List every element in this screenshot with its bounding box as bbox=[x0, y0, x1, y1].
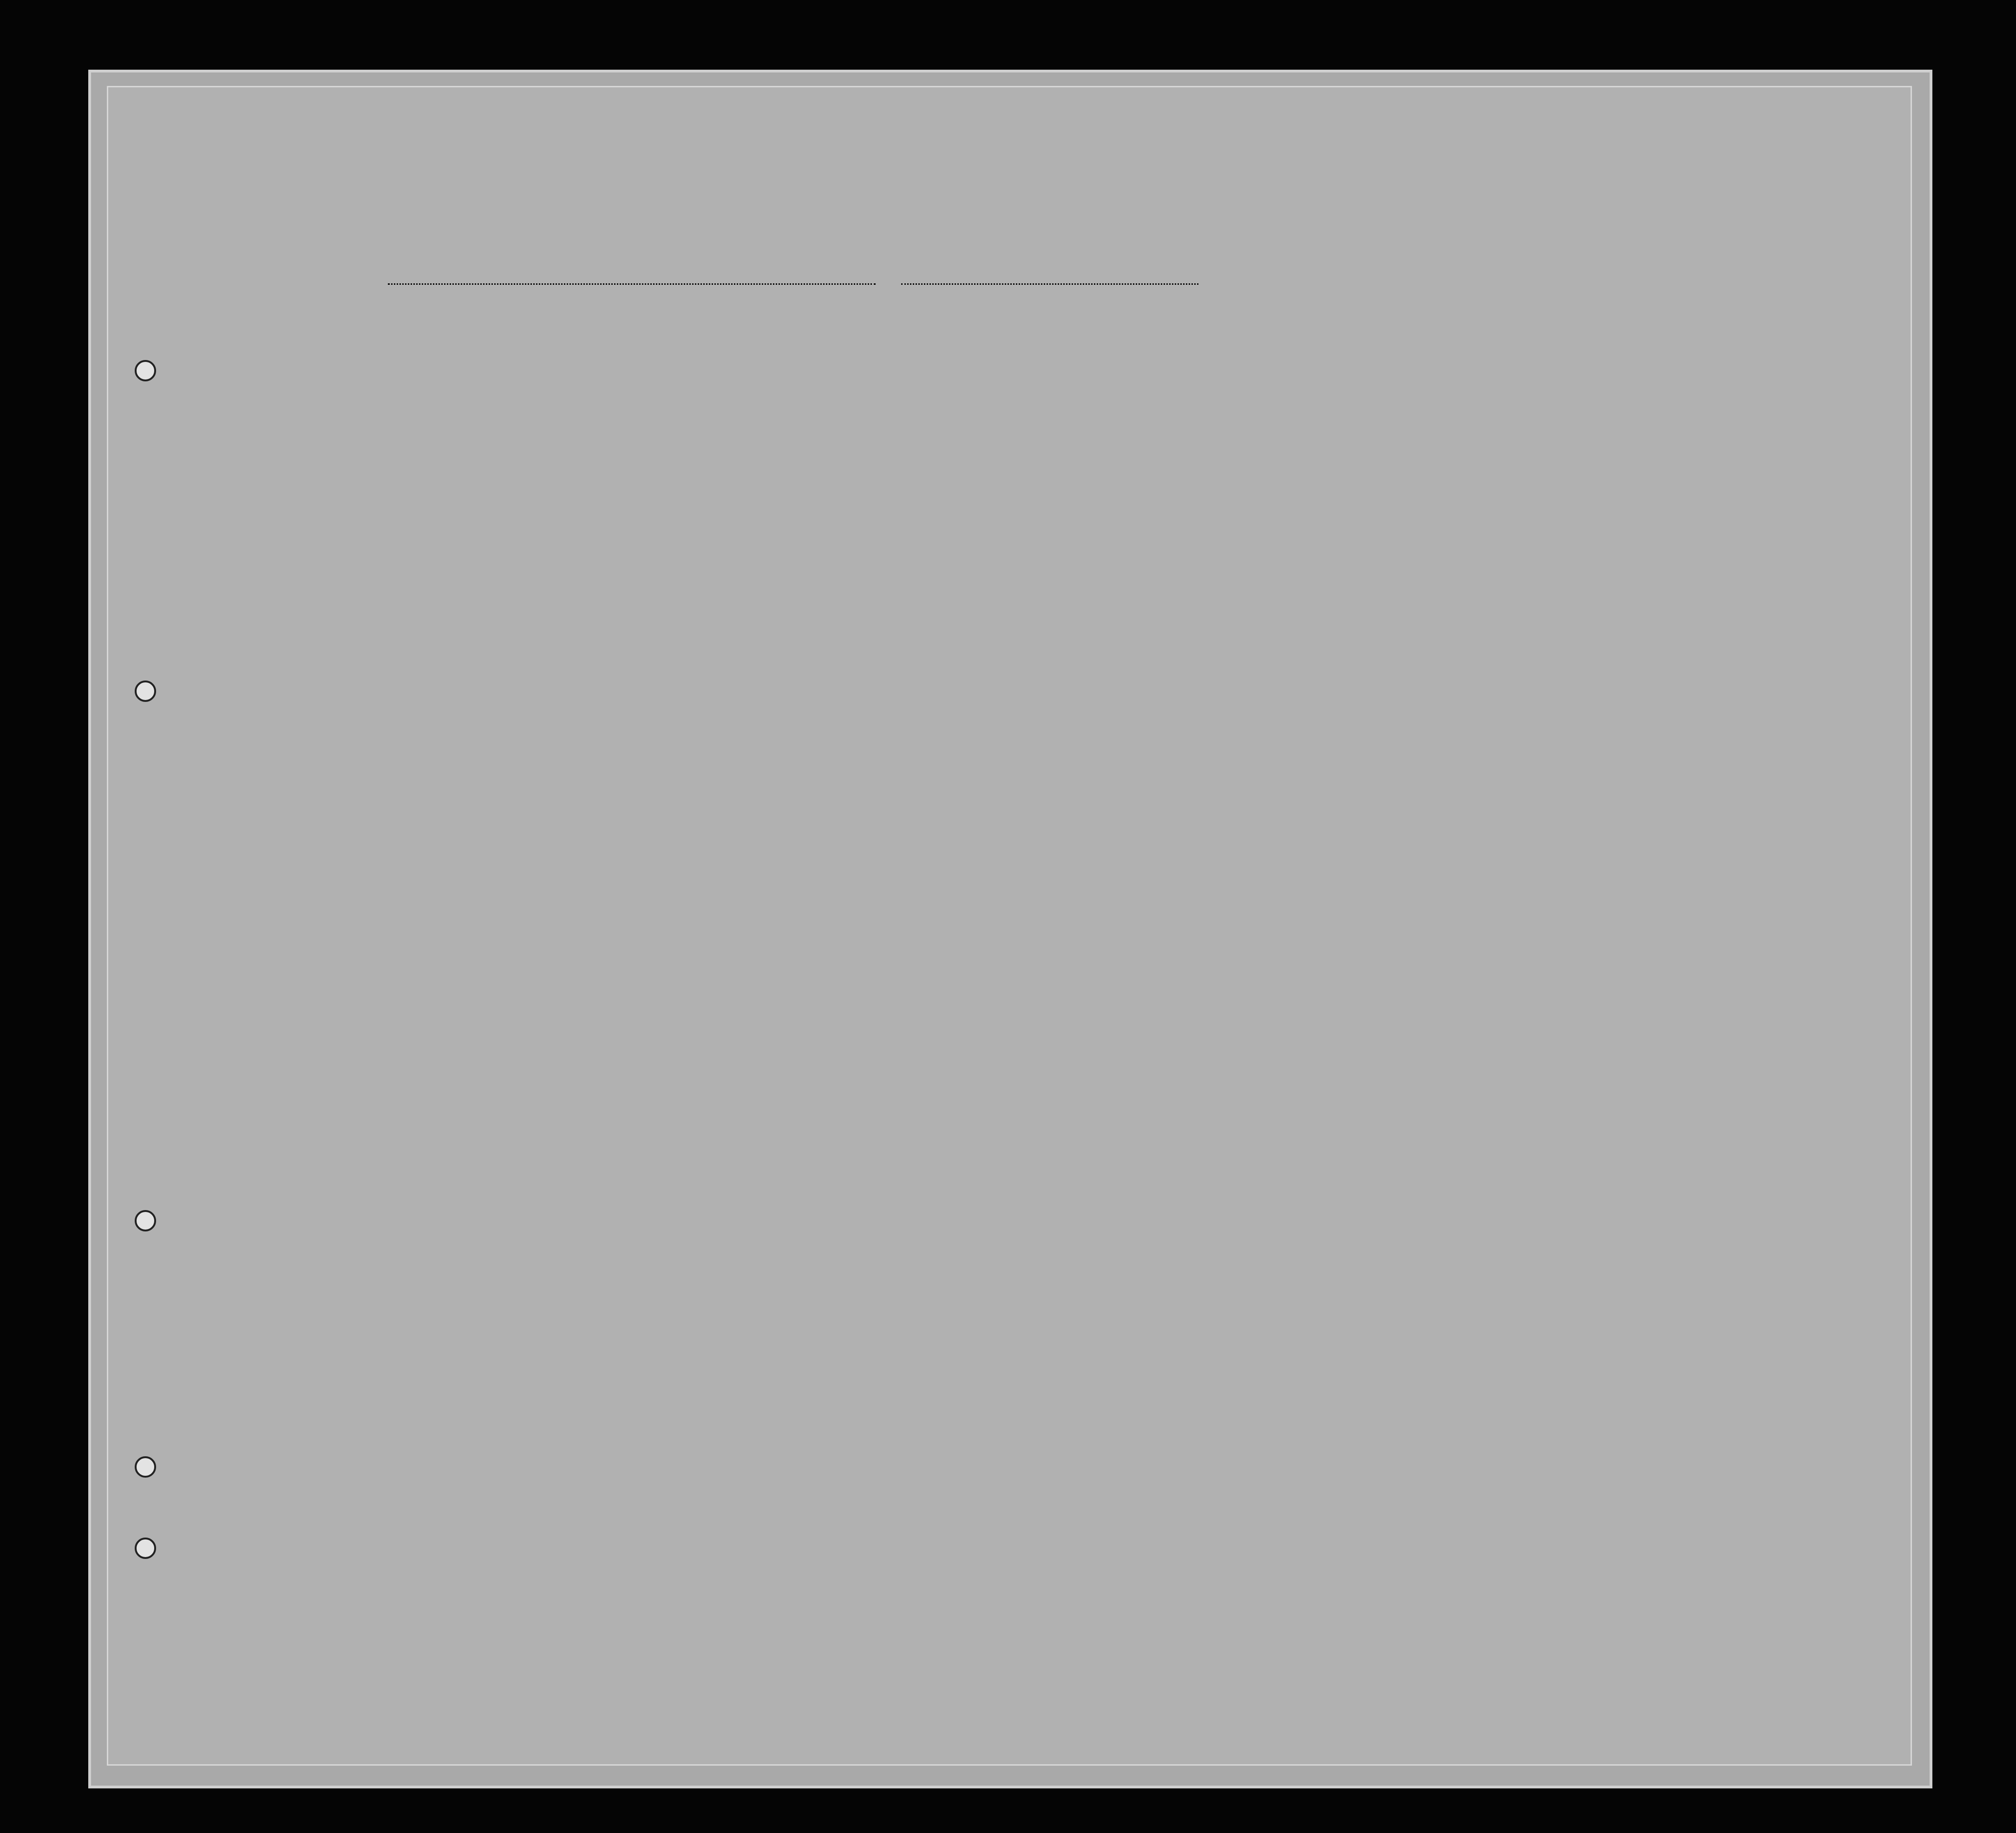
binder-hole bbox=[135, 1210, 156, 1231]
manifest-table bbox=[177, 304, 1895, 1617]
binder-hole bbox=[135, 360, 156, 381]
binder-hole bbox=[135, 1538, 156, 1559]
binder-hole bbox=[135, 1456, 156, 1478]
date-underline bbox=[901, 283, 1198, 285]
binder-hole bbox=[135, 681, 156, 702]
port-underline bbox=[388, 283, 876, 285]
